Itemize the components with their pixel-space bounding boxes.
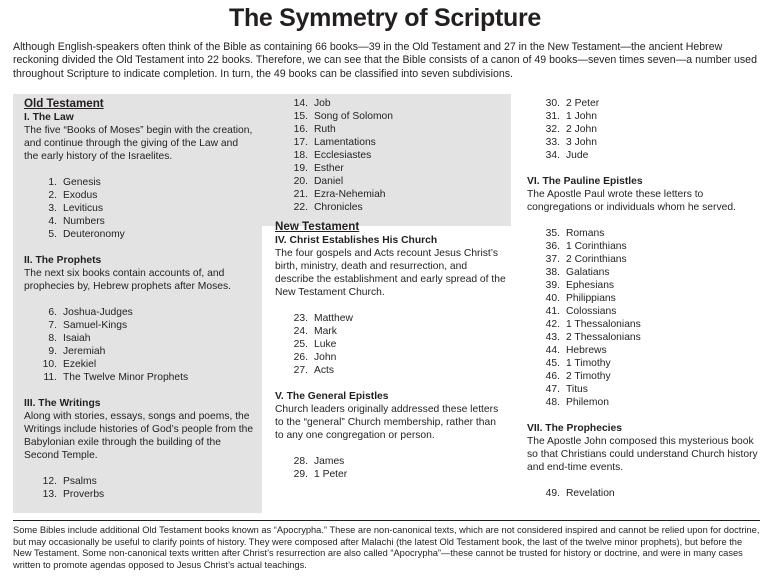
section-church-desc: The four gospels and Acts recount Jesus Christ’s birth, ministry, death and resurrection, and describe the establishment and early spread of the New Testament Church. (275, 248, 506, 298)
book-number: 43. (545, 332, 560, 343)
book-name: Titus (566, 384, 588, 395)
book-name: Proverbs (63, 489, 105, 500)
book-item (527, 253, 759, 266)
book-item (527, 383, 759, 396)
book-item (275, 123, 507, 136)
section-law-title: I. The Law (24, 112, 74, 123)
book-item (527, 318, 759, 331)
book-list-law (24, 176, 254, 241)
book-item (24, 306, 254, 319)
book-number: 16. (293, 124, 308, 135)
book-number: 30. (545, 98, 560, 109)
book-item (275, 188, 507, 201)
book-number: 34. (545, 150, 560, 161)
book-number: 35. (545, 228, 560, 239)
book-item (24, 475, 254, 488)
book-item (275, 110, 507, 123)
book-name: 1 Corinthians (566, 241, 627, 252)
book-name: 1 John (566, 111, 597, 122)
book-item (275, 312, 507, 325)
section-general-title: V. The General Epistles (275, 391, 389, 402)
book-number: 44. (545, 345, 560, 356)
book-list-pauline (527, 227, 759, 409)
book-item (275, 338, 507, 351)
book-item (24, 488, 254, 501)
book-item (527, 487, 759, 500)
book-item (527, 396, 759, 409)
book-name: Jude (566, 150, 589, 161)
book-name: Hebrews (566, 345, 607, 356)
book-name: 1 Timothy (566, 358, 611, 369)
section-general-desc: Church leaders originally addressed these letters to the “general” Church membership, rather than to any one congregation or person. (275, 404, 499, 441)
book-item (275, 136, 507, 149)
new-testament-heading: New Testament (275, 220, 360, 233)
book-name: Mark (314, 326, 337, 337)
book-name: 2 Timothy (566, 371, 611, 382)
book-name: Deuteronomy (63, 229, 125, 240)
book-number: 24. (293, 326, 308, 337)
book-number: 42. (545, 319, 560, 330)
book-number: 47. (545, 384, 560, 395)
book-item (24, 319, 254, 332)
book-name: Exodus (63, 190, 98, 201)
book-item (527, 357, 759, 370)
book-item (275, 468, 507, 481)
book-name: Daniel (314, 176, 344, 187)
book-number: 6. (48, 307, 57, 318)
book-name: Revelation (566, 488, 615, 499)
section-prophets-title: II. The Prophets (24, 255, 102, 266)
book-item (527, 240, 759, 253)
book-number: 49. (545, 488, 560, 499)
intro-paragraph: Although English-speakers often think of the Bible as containing 66 books—39 in the Old Testament and 27 in the New Testament—the ancient Hebrew reckoning divided the Old Testament into 22 books. Therefore, we can see that the Bible consists of a canon of 49 books—seven times seven—a number used throughout Scripture to indicate completion. In turn, the 49 books can be classified into seven subdivisions. (13, 41, 757, 80)
book-name: John (314, 352, 337, 363)
book-name: Ezra-Nehemiah (314, 189, 386, 200)
book-item (527, 97, 759, 110)
book-item (24, 189, 254, 202)
book-list-prophets (24, 306, 254, 384)
book-item (24, 215, 254, 228)
book-number: 5. (48, 229, 57, 240)
book-number: 21. (293, 189, 308, 200)
book-item (24, 176, 254, 189)
book-item (527, 110, 759, 123)
book-number: 22. (293, 202, 308, 213)
page-title: The Symmetry of Scripture (228, 4, 542, 32)
book-number: 28. (293, 456, 308, 467)
old-testament-heading: Old Testament (24, 97, 104, 110)
book-number: 36. (545, 241, 560, 252)
book-number: 33. (545, 137, 560, 148)
book-number: 15. (293, 111, 308, 122)
book-number: 14. (293, 98, 308, 109)
book-name: 2 Corinthians (566, 254, 627, 265)
book-number: 9. (48, 346, 57, 357)
book-item (24, 371, 254, 384)
book-item (527, 370, 759, 383)
book-number: 1. (48, 177, 57, 188)
book-name: 1 Thessalonians (566, 319, 641, 330)
book-number: 7. (48, 320, 57, 331)
book-number: 12. (42, 476, 57, 487)
book-name: Galatians (566, 267, 610, 278)
book-number: 20. (293, 176, 308, 187)
book-item (24, 358, 254, 371)
book-item (527, 331, 759, 344)
book-name: 1 Peter (314, 469, 348, 480)
book-name: Joshua-Judges (63, 307, 133, 318)
book-name: 2 Peter (566, 98, 600, 109)
book-item (275, 455, 507, 468)
book-item (275, 351, 507, 364)
book-item (527, 305, 759, 318)
book-number: 23. (293, 313, 308, 324)
book-item (527, 292, 759, 305)
book-item (275, 162, 507, 175)
book-name: Lamentations (314, 137, 376, 148)
book-item (527, 227, 759, 240)
book-item (24, 345, 254, 358)
book-list-prophecies (527, 487, 759, 500)
book-number: 11. (43, 372, 57, 383)
book-number: 13. (42, 489, 57, 500)
book-item (275, 325, 507, 338)
section-writings-title: III. The Writings (24, 398, 101, 409)
book-list-general-part2 (527, 97, 759, 162)
book-name: Song of Solomon (314, 111, 393, 122)
book-name: Philemon (566, 397, 609, 408)
section-prophecies-desc: The Apostle John composed this mysterious book so that Christians could understand Church history and end-time events. (527, 436, 758, 473)
book-number: 40. (545, 293, 560, 304)
book-item (527, 149, 759, 162)
book-number: 46. (545, 371, 560, 382)
book-name: Ezekiel (63, 359, 97, 370)
column-2 (275, 97, 507, 481)
book-number: 39. (545, 280, 560, 291)
book-name: Numbers (63, 216, 105, 227)
book-number: 45. (545, 358, 560, 369)
book-list-church (275, 312, 507, 377)
book-number: 29. (293, 469, 308, 480)
book-name: Samuel-Kings (63, 320, 128, 331)
footer-divider (13, 520, 760, 521)
book-number: 38. (545, 267, 560, 278)
book-item (275, 175, 507, 188)
book-name: Esther (314, 163, 344, 174)
book-item (275, 364, 507, 377)
book-name: Matthew (314, 313, 353, 324)
book-name: Isaiah (63, 333, 91, 344)
book-name: Acts (314, 365, 335, 376)
book-number: 17. (293, 137, 308, 148)
book-list-general-part1 (275, 455, 507, 481)
book-number: 32. (545, 124, 560, 135)
book-item (24, 202, 254, 215)
section-church-title: IV. Christ Establishes His Church (275, 235, 438, 246)
book-name: Psalms (63, 476, 97, 487)
book-item (275, 149, 507, 162)
section-law-desc: The five “Books of Moses” begin with the creation, and continue through the giving of the Law and the early history of the Israelites. (24, 125, 253, 162)
book-number: 37. (545, 254, 560, 265)
column-1 (24, 97, 254, 501)
book-item (24, 228, 254, 241)
book-number: 8. (48, 333, 57, 344)
book-name: 2 Thessalonians (566, 332, 641, 343)
book-number: 26. (293, 352, 308, 363)
section-prophets-desc: The next six books contain accounts of, and prophecies by, Hebrew prophets after Moses. (24, 268, 231, 292)
book-number: 3. (48, 203, 57, 214)
book-name: Colossians (566, 306, 617, 317)
book-name: Ruth (314, 124, 336, 135)
book-item (275, 97, 507, 110)
footnote: Some Bibles include additional Old Testament books known as “Apocrypha.” These are non-canonical texts, which are not considered inspired and cannot be relied upon for doctrine, but may occasionally be useful to clarify points of history. They were composed after Malachi (the latest Old Testament book, the last of the twelve minor prophets), but before the New Testament. Some non-canonical texts written after Christ’s resurrection are also called “Apocrypha”—these cannot be trusted for history or doctrine, and were in many cases written to promote agendas opposed to Jesus Christ’s actual teachings. (13, 525, 760, 571)
book-number: 2. (48, 190, 57, 201)
book-name: Luke (314, 339, 337, 350)
book-name: Philippians (566, 293, 616, 304)
section-writings-desc: Along with stories, essays, songs and poems, the Writings include histories of God’s people from the Babylonian exile through the building of the Second Temple. (24, 411, 254, 461)
book-number: 27. (293, 365, 308, 376)
book-number: 19. (293, 163, 308, 174)
book-number: 18. (293, 150, 308, 161)
book-item (24, 332, 254, 345)
section-prophecies-title: VII. The Prophecies (527, 423, 622, 434)
book-name: Job (314, 98, 331, 109)
book-item (527, 344, 759, 357)
book-name: Ecclesiastes (314, 150, 372, 161)
book-name: Jeremiah (63, 346, 106, 357)
book-number: 48. (545, 397, 560, 408)
book-item (275, 201, 507, 214)
book-number: 31. (545, 111, 560, 122)
book-number: 4. (48, 216, 57, 227)
book-item (527, 279, 759, 292)
book-list-writings-part2 (275, 97, 507, 214)
book-name: Leviticus (63, 203, 104, 214)
book-item (527, 266, 759, 279)
book-name: 3 John (566, 137, 597, 148)
book-name: Chronicles (314, 202, 363, 213)
book-name: Romans (566, 228, 605, 239)
column-3 (527, 97, 759, 500)
book-number: 41. (545, 306, 560, 317)
book-list-writings-part1 (24, 475, 254, 501)
book-number: 10. (42, 359, 57, 370)
book-number: 25. (293, 339, 308, 350)
book-name: 2 John (566, 124, 597, 135)
book-name: Genesis (63, 177, 101, 188)
section-pauline-title: VI. The Pauline Epistles (527, 176, 643, 187)
book-item (527, 123, 759, 136)
book-name: The Twelve Minor Prophets (63, 372, 189, 383)
book-name: Ephesians (566, 280, 615, 291)
book-name: James (314, 456, 345, 467)
book-item (527, 136, 759, 149)
section-pauline-desc: The Apostle Paul wrote these letters to congregations or individuals whom he served. (527, 189, 736, 213)
